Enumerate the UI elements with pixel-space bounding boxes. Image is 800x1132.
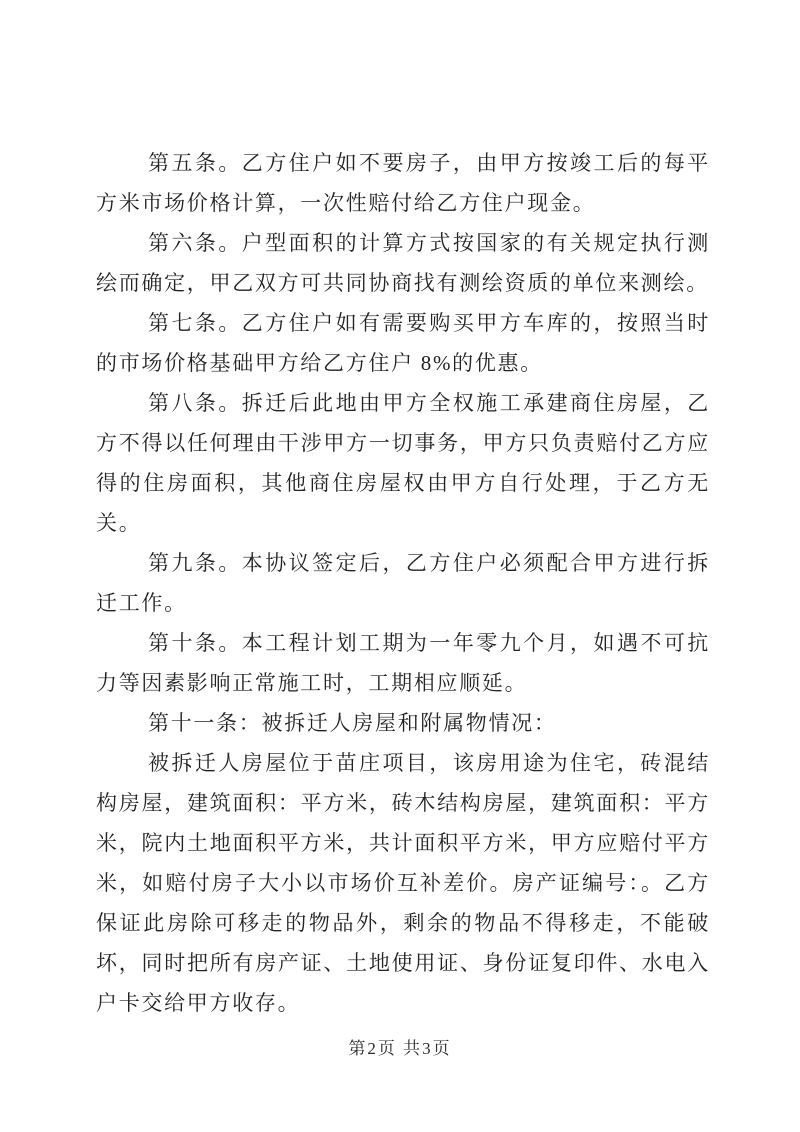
- property-description-paragraph: 被拆迁人房屋位于苗庄项目，该房用途为住宅，砖混结构房屋，建筑面积：平方米，砖木结构房屋，建筑面积：平方米，院内土地面积平方米，共计面积平方米，甲方应赔付平方米，如赔付房子大小以市场价互补差价。房产证编号：。乙方保证此房除可移走的物品外，剩余的物品不得移走，不能破坏，同时把所有房产证、土地使用证、身份证复印件、水电入户卡交给甲方收存。: [96, 751, 710, 1015]
- page-footer: [0, 1036, 800, 1062]
- clause-11-heading-paragraph: 第十一条：被拆迁人房屋和附属物情况：: [148, 711, 557, 735]
- clause-6-paragraph: 第六条。户型面积的计算方式按国家的有关规定执行测绘而确定，甲乙双方可共同协商找有测绘资质的单位来测绘。: [96, 231, 710, 295]
- clause-10-paragraph: 第十条。本工程计划工期为一年零九个月，如遇不可抗力等因素影响正常施工时，工期相应顺延。: [96, 631, 710, 695]
- clause-8-paragraph: 第八条。拆迁后此地由甲方全权施工承建商住房屋，乙方不得以任何理由干涉甲方一切事务，甲方只负责赔付乙方应得的住房面积，其他商住房屋权由甲方自行处理，于乙方无关。: [96, 391, 710, 535]
- clause-7-paragraph: 第七条。乙方住户如有需要购买甲方车库的，按照当时的市场价格基础甲方给乙方住户 8%的优惠。: [96, 311, 710, 375]
- page-number-indicator: 第2页 共3页: [348, 1039, 452, 1058]
- clause-9-paragraph: 第九条。本协议签定后，乙方住户必须配合甲方进行拆迁工作。: [96, 551, 710, 615]
- contract-document-body: [96, 143, 710, 1023]
- clause-5-paragraph: 第五条。乙方住户如不要房子，由甲方按竣工后的每平方米市场价格计算，一次性赔付给乙方住户现金。: [96, 151, 710, 215]
